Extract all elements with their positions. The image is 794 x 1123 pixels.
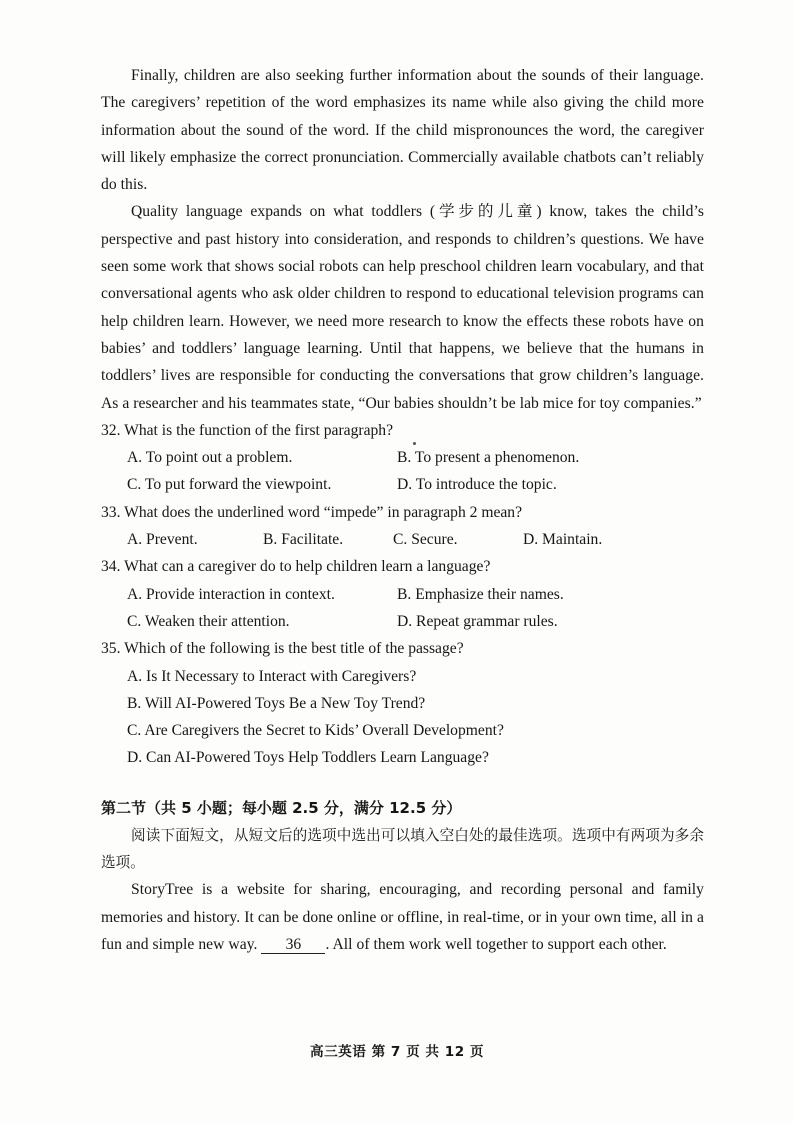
blank-36[interactable]: 36 — [261, 936, 325, 954]
passage-paragraph-1: Finally, children are also seeking further information about the sounds of their language. The caregivers’ repetition of the word emphasizes its name while also giving the child more information about the sound of the word. If the child mispronounces the word, the caregiver will likely emphasize the correct pronunciation. Commercially available chatbots can’t reliably do this. — [101, 67, 704, 194]
option-c: C. To put forward the viewpoint. — [127, 476, 332, 494]
option-d: D. Can AI-Powered Toys Help Toddlers Learn Language? — [127, 749, 489, 767]
story-text: StoryTree is a website for sharing, encouraging, and recording personal and family memories and history. It can be done online or offline, in real-time, or in your own time, all in a fun and simple new way. — [101, 881, 704, 953]
question-stem: 32. What is the function of the first paragraph? — [101, 421, 394, 439]
question-options — [101, 663, 704, 772]
section-title: 第二节（共 5 小题；每小题 2.5 分，满分 12.5 分） — [101, 798, 462, 817]
question-stem: 34. What can a caregiver do to help children learn a language? — [101, 558, 491, 576]
option-a: A. Prevent. — [127, 531, 198, 549]
ink-dot — [413, 442, 416, 445]
section-instruction: 阅读下面短文，从短文后的选项中选出可以填入空白处的最佳选项。选项中有两项为多余选项。 — [101, 826, 704, 872]
question-35 — [101, 635, 704, 771]
option-c: C. Weaken their attention. — [127, 612, 290, 630]
option-b: B. To present a phenomenon. — [397, 449, 580, 467]
option-a: A. Provide interaction in context. — [127, 585, 335, 603]
option-d: D. Repeat grammar rules. — [397, 612, 558, 630]
passage-paragraph-2: Quality language expands on what toddlers (学步的儿童) know, takes the child’s perspective and past history into consideration, and responds to children’s questions. We have seen some work that shows social robots can help preschool children learn vocabulary, and that conversational agents who ask older children to respond to educational television programs can help children learn. However, we need more research to know the effects these robots have on babies’ and toddlers’ language learning. Until that happens, we believe that the humans in toddlers’ lives are responsible for conducting the conversations that grow children’s language. As a researcher and his teammates state, “Our babies shouldn’t be lab mice for toy companies.” — [101, 203, 704, 412]
option-b: B. Emphasize their names. — [397, 585, 564, 603]
option-b: B. Will AI-Powered Toys Be a New Toy Trend? — [127, 694, 426, 712]
page-footer: 高三英语 第 7 页 共 12 页 — [309, 1044, 485, 1060]
question-32 — [101, 417, 704, 499]
story-paragraph: StoryTree is a website for sharing, encouraging, and recording personal and family memories and history. It can be done online or offline, in real-time, or in your own time, all in a fun and simple new way. 36 . All of them work well together to support each other. — [101, 881, 704, 953]
option-a: A. Is It Necessary to Interact with Caregivers? — [127, 667, 417, 685]
option-c: C. Secure. — [393, 531, 458, 549]
question-34 — [101, 553, 704, 635]
question-options — [101, 526, 704, 553]
question-33 — [101, 499, 704, 554]
question-stem: 33. What does the underlined word “impede” in paragraph 2 mean? — [101, 503, 523, 521]
story-text-continued: All of them work well together to support each other. — [332, 935, 667, 953]
question-stem: 35. Which of the following is the best title of the passage? — [101, 640, 464, 658]
option-a: A. To point out a problem. — [127, 449, 293, 467]
option-d: D. To introduce the topic. — [397, 476, 557, 494]
question-options — [101, 581, 704, 636]
option-d: D. Maintain. — [523, 531, 603, 549]
option-c: C. Are Caregivers the Secret to Kids’ Overall Development? — [127, 722, 504, 740]
page-content — [101, 62, 704, 958]
option-b: B. Facilitate. — [263, 531, 344, 549]
question-options — [101, 444, 704, 499]
